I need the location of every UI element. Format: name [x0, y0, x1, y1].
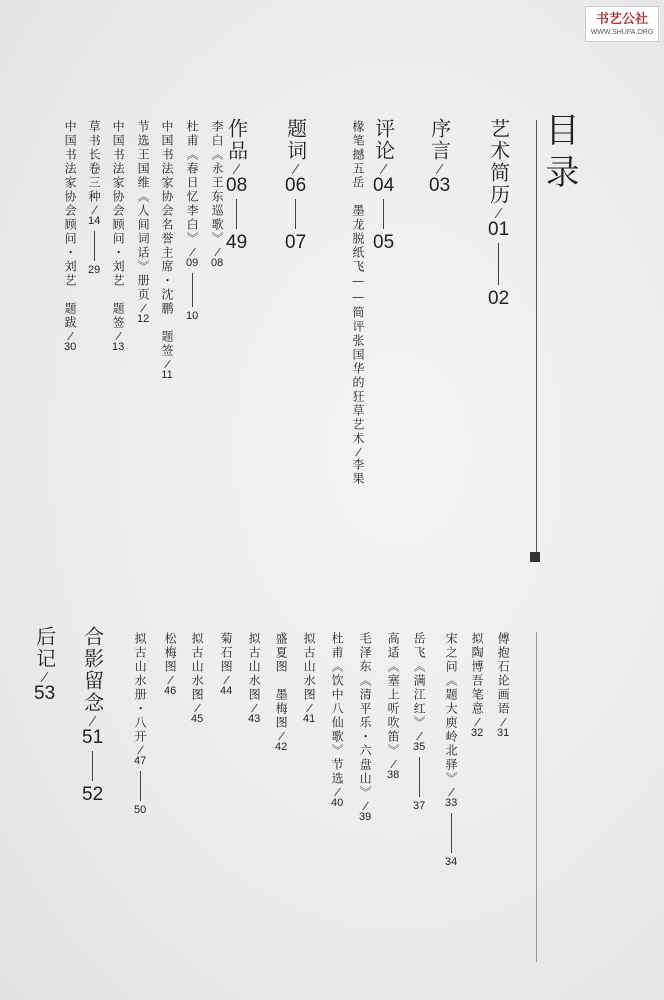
toc-entry-title: 杜甫《饮中八仙歌》节选: [330, 632, 345, 786]
toc-entry-b2: [471, 632, 483, 739]
page-number-start: 13: [112, 341, 125, 353]
page-number-start: 32: [471, 727, 484, 739]
toc-entry-title: 中国书法家协会名誉主席・沈鹏 题签: [160, 120, 174, 358]
toc-entry-b13: [164, 632, 176, 697]
toc-entry-b3: [445, 632, 457, 868]
slash-divider: [91, 206, 98, 215]
toc-entry-title: 草书长卷三种: [87, 120, 102, 204]
toc-entry-b5: [387, 632, 399, 781]
toc-entry-b7: [331, 632, 343, 809]
page-number-end: 10: [186, 310, 199, 322]
toc-entry-title: 松梅图: [163, 632, 178, 674]
page-number-end: 49: [226, 232, 248, 253]
page-number-start: 08: [226, 175, 248, 196]
page-range-dash: [140, 771, 141, 801]
page-number-start: 40: [331, 797, 344, 809]
slash-divider: [137, 746, 144, 755]
page-number-end: 02: [488, 288, 510, 309]
slash-divider: [355, 448, 362, 457]
slash-divider: [214, 248, 221, 257]
slash-divider: [140, 304, 147, 313]
rule-square-marker: [530, 552, 540, 562]
toc-entry-title: 岳飞《满江红》: [412, 632, 427, 730]
toc-entry-intro: [429, 118, 450, 195]
page-number-start: 46: [164, 685, 177, 697]
page-number-start: 42: [275, 741, 288, 753]
toc-entry-w4: [137, 120, 149, 325]
slash-divider: [500, 718, 507, 727]
page-range-dash: [236, 199, 237, 229]
toc-entry-title: 评论: [371, 118, 396, 162]
toc-entry-title: 作品: [224, 118, 249, 162]
toc-entry-title: 宋之问《题大庾岭北驿》: [444, 632, 459, 786]
toc-entry-works: [226, 118, 247, 252]
page-number-end: 05: [373, 232, 395, 253]
toc-entry-w5: [112, 120, 124, 353]
slash-divider: [436, 164, 444, 174]
toc-entry-title: 中国书法家协会顾问・刘艺 题签: [111, 120, 126, 330]
toc-entry-b12: [191, 632, 203, 725]
toc-entry-title: 菊石图: [219, 632, 234, 674]
page-number-start: 47: [134, 755, 147, 767]
page-range-dash: [451, 813, 452, 853]
slash-divider: [223, 676, 230, 685]
slash-divider: [306, 704, 313, 713]
toc-entry-title: 拟陶博吾笔意: [470, 632, 485, 716]
vertical-rule-top: [536, 120, 537, 556]
slash-divider: [89, 716, 97, 726]
slash-divider: [292, 164, 300, 174]
page-number-start: 31: [497, 727, 510, 739]
toc-entry-title: 高适《塞上听吹笛》: [386, 632, 401, 758]
toc-entry-b4: [413, 632, 425, 812]
page-number-start: 04: [373, 175, 395, 196]
slash-divider: [164, 360, 171, 369]
page-range-dash: [383, 199, 384, 229]
toc-entry-b1: [497, 632, 509, 739]
page-number-start: 03: [429, 175, 451, 196]
page-number-start: 45: [191, 713, 204, 725]
vertical-rule-bottom: [536, 632, 537, 962]
page-number-end: 29: [88, 264, 101, 276]
page-number-start: 01: [488, 219, 510, 240]
page-number-start: 09: [186, 257, 199, 269]
slash-divider: [251, 704, 258, 713]
slash-divider: [41, 672, 49, 682]
page-number-start: 11: [161, 369, 173, 381]
page-number-start: 41: [303, 713, 316, 725]
page-range-dash: [295, 199, 296, 229]
toc-entry-b11: [220, 632, 232, 697]
toc-entry-title: 题词: [283, 118, 308, 162]
toc-entry-postword: [34, 626, 55, 703]
toc-entry-title: 毛泽东《清平乐・六盘山》: [358, 632, 373, 800]
slash-divider: [115, 332, 122, 341]
toc-entry-title: 杜甫《春日忆李白》: [185, 120, 200, 246]
page-number-start: 35: [413, 741, 426, 753]
page-number-end: 34: [445, 856, 458, 868]
slash-divider: [448, 788, 455, 797]
page-number-start: 39: [359, 811, 372, 823]
toc-entry-title: 后记: [32, 626, 57, 670]
toc-entry-review: [373, 118, 394, 252]
toc-entry-b6: [359, 632, 371, 823]
page-number-end: 37: [413, 800, 426, 812]
page-number-start: 08: [211, 257, 224, 269]
toc-entry-title: 中国书法家协会顾问・刘艺 题跋: [63, 120, 78, 330]
page-number-end: 07: [285, 232, 307, 253]
page-range-dash: [94, 231, 95, 261]
slash-divider: [167, 676, 174, 685]
toc-entry-review-1: [352, 120, 364, 486]
slash-divider: [416, 732, 423, 741]
page-number-start: 51: [82, 727, 104, 748]
page-number-start: 30: [64, 341, 77, 353]
toc-entry-title: 傅抱石论画语: [496, 632, 511, 716]
slash-divider: [362, 802, 369, 811]
slash-divider: [278, 732, 285, 741]
toc-entry-title: 李白《永王东巡歌》: [210, 120, 225, 246]
slash-divider: [67, 332, 74, 341]
slash-divider: [334, 788, 341, 797]
toc-entry-title: 合影留念: [80, 626, 105, 714]
toc-entry-w3: [161, 120, 173, 381]
toc-entry-b8: [303, 632, 315, 725]
page-number-start: 12: [137, 313, 150, 325]
toc-entry-bio: [488, 118, 509, 308]
toc-entry-title: 拟古山水图: [247, 632, 262, 702]
toc-entry-title: 序言: [427, 118, 452, 162]
toc-entry-title: 拟古山水图: [190, 632, 205, 702]
page-number-start: 38: [387, 769, 400, 781]
toc-entry-w1: [211, 120, 223, 269]
toc-entry-title: 拟古山水图: [302, 632, 317, 702]
toc-entry-photos: [82, 626, 103, 804]
page-range-dash: [192, 273, 193, 307]
toc-entry-w7: [64, 120, 76, 353]
logo-url: WWW.SHUFA.ORG: [590, 28, 654, 36]
page-number-start: 33: [445, 797, 458, 809]
toc-entry-w2: [186, 120, 198, 322]
logo-mark: 书艺公社: [595, 11, 648, 27]
slash-divider: [390, 760, 397, 769]
slash-divider: [233, 164, 241, 174]
page-range-dash: [498, 243, 499, 285]
slash-divider: [495, 208, 503, 218]
toc-entry-title: 艺术简历: [486, 118, 511, 206]
page-number-start: 44: [220, 685, 233, 697]
slash-divider: [194, 704, 201, 713]
toc-entry-b9: [275, 632, 287, 753]
toc-entry-b10: [248, 632, 260, 725]
page-number-start: 43: [248, 713, 261, 725]
page-number-start: 06: [285, 175, 307, 196]
toc-entry-title: 盛夏图 墨梅图: [274, 632, 289, 730]
page-title: 目录: [539, 112, 579, 196]
slash-divider: [189, 248, 196, 257]
page-number-start: 14: [88, 215, 101, 227]
toc-entry-title: 椽笔撼五岳 墨龙脱纸飞——简评张国华的狂草艺术: [351, 120, 365, 446]
page-number-start: 53: [34, 683, 56, 704]
watermark-logo: [585, 6, 659, 42]
toc-entry-w6: [88, 120, 100, 276]
toc-entry-title: 节选王国维《人间词话》册页: [136, 120, 151, 302]
slash-divider: [474, 718, 481, 727]
toc-entry-inscr: [285, 118, 306, 252]
toc-entry-title: 拟古山水册・八开: [133, 632, 148, 744]
toc-entry-author: 李果: [351, 458, 365, 486]
page-range-dash: [419, 757, 420, 797]
toc-entry-b14: [134, 632, 146, 816]
page-number-end: 50: [134, 804, 147, 816]
page-number-end: 52: [82, 784, 104, 805]
slash-divider: [380, 164, 388, 174]
page-range-dash: [92, 751, 93, 781]
